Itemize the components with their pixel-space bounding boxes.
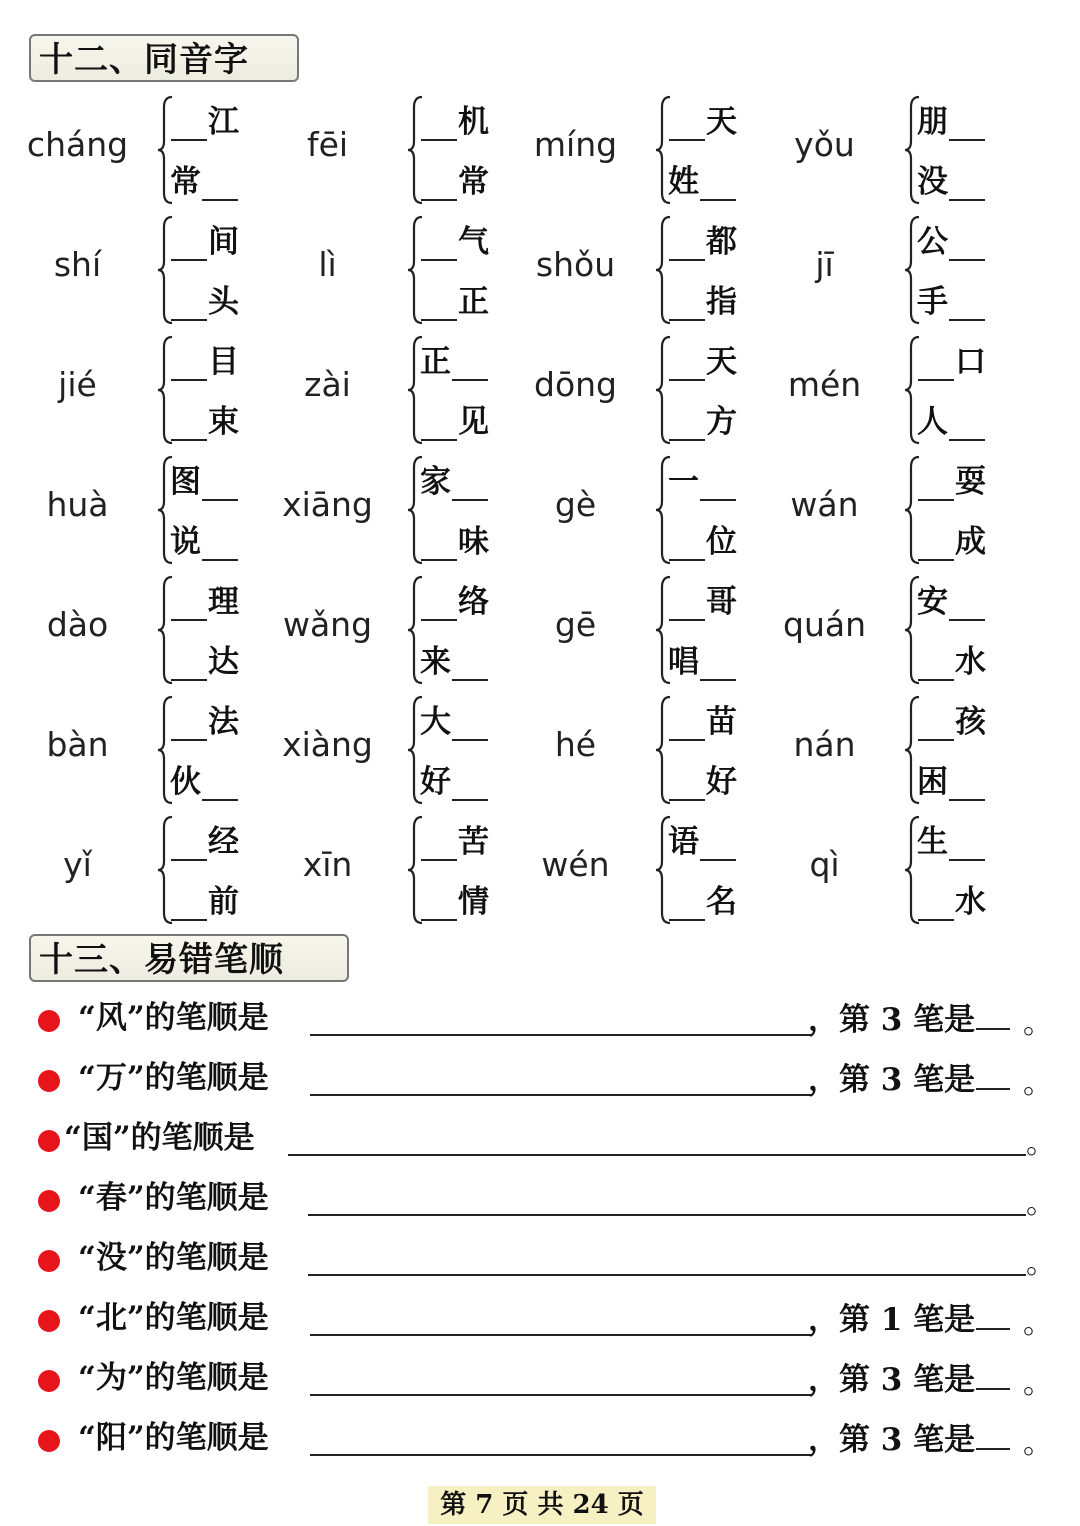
word-line: [668, 761, 737, 801]
homophone-group: [762, 575, 1012, 690]
given-char: 哥: [706, 584, 737, 620]
given-char: 手: [917, 284, 948, 320]
word-line: [170, 581, 239, 621]
given-char: 语: [668, 824, 699, 860]
pinyin-label: xīn: [302, 845, 353, 884]
homophone-group: [15, 695, 265, 810]
word-line: [917, 641, 986, 681]
answer-blank[interactable]: [949, 829, 985, 861]
question-text: “万”的笔顺是: [78, 1060, 269, 1096]
homophone-group: [15, 335, 265, 450]
given-char: 一: [668, 464, 699, 500]
stroke-order-item: [38, 1116, 1056, 1161]
homophone-group: [513, 95, 763, 210]
given-char: 束: [208, 404, 239, 440]
word-line: [170, 161, 239, 201]
homophone-group: [762, 455, 1012, 570]
homophone-group: [265, 215, 515, 330]
stroke-answer-line[interactable]: [310, 1034, 812, 1036]
question-text: “北”的笔顺是: [78, 1300, 269, 1336]
answer-blank[interactable]: [669, 409, 705, 441]
pinyin-label: quán: [783, 605, 866, 644]
homophone-group: [513, 335, 763, 450]
homophone-group: [762, 215, 1012, 330]
answer-blank[interactable]: [171, 649, 207, 681]
period-mark: 。: [1026, 1186, 1056, 1221]
section-13-title: 十三、易错笔顺: [29, 934, 349, 982]
given-char: 大: [420, 704, 451, 740]
given-char: 间: [208, 224, 239, 260]
pinyin-label: dào: [46, 605, 109, 644]
pinyin-label: fēi: [306, 125, 349, 164]
answer-blank[interactable]: [949, 109, 985, 141]
bullet-icon: [38, 1070, 60, 1092]
homophone-group: [513, 215, 763, 330]
word-line: [170, 461, 239, 501]
pinyin-label: gè: [554, 485, 597, 524]
question-text: “没”的笔顺是: [78, 1240, 269, 1276]
stroke-order-item: [38, 1176, 1056, 1221]
answer-blank[interactable]: [918, 349, 954, 381]
answer-blank[interactable]: [918, 469, 954, 501]
answer-blank[interactable]: [918, 889, 954, 921]
word-line: [420, 701, 489, 741]
given-char: 苗: [706, 704, 737, 740]
stroke-order-item: [38, 996, 1053, 1041]
given-char: 公: [917, 224, 948, 260]
word-line: [420, 461, 489, 501]
stroke-order-item: [38, 1056, 1053, 1101]
homophone-grid: [0, 95, 1080, 925]
homophone-group: [15, 215, 265, 330]
word-line: [917, 521, 986, 561]
homophone-group: [265, 815, 515, 930]
given-char: 指: [706, 284, 737, 320]
pinyin-label: qì: [809, 845, 840, 884]
period-mark: 。: [1026, 1246, 1056, 1281]
word-line: [917, 581, 986, 621]
word-line: [170, 221, 239, 261]
pinyin-label: shǒu: [535, 245, 616, 284]
given-char: 方: [706, 404, 737, 440]
answer-blank[interactable]: [949, 169, 985, 201]
word-line: [917, 701, 986, 741]
page-footer: 第 7 页 共 24 页: [428, 1486, 656, 1524]
answer-blank[interactable]: [421, 589, 457, 621]
pinyin-label: jié: [58, 365, 97, 404]
homophone-group: [15, 95, 265, 210]
pinyin-label: wán: [790, 485, 859, 524]
answer-blank[interactable]: [452, 649, 488, 681]
given-char: 位: [706, 524, 737, 560]
stroke-answer-line[interactable]: [310, 1334, 812, 1336]
third-stroke-blank[interactable]: [976, 996, 1010, 1030]
word-line: [170, 281, 239, 321]
given-char: 络: [458, 584, 489, 620]
word-line: [170, 701, 239, 741]
given-char: 好: [706, 764, 737, 800]
pinyin-label: yǒu: [794, 125, 855, 164]
word-line: [668, 581, 737, 621]
period-mark: 。: [1023, 1066, 1053, 1101]
stroke-answer-line[interactable]: [288, 1154, 1026, 1156]
word-line: [917, 221, 986, 261]
third-stroke-prompt: ，第 3 笔是: [808, 996, 1011, 1042]
word-line: [668, 821, 737, 861]
given-char: 正: [420, 344, 451, 380]
stroke-answer-line[interactable]: [308, 1274, 1026, 1276]
answer-blank[interactable]: [202, 469, 238, 501]
stroke-order-item: [38, 1356, 1053, 1401]
pinyin-label: wén: [541, 845, 610, 884]
answer-blank[interactable]: [171, 409, 207, 441]
given-char: 耍: [955, 464, 986, 500]
answer-blank[interactable]: [700, 829, 736, 861]
pinyin-label: wǎng: [282, 605, 373, 644]
given-char: 前: [208, 884, 239, 920]
pinyin-label: dōng: [534, 365, 617, 404]
word-line: [420, 881, 489, 921]
given-char: 苦: [458, 824, 489, 860]
pinyin-label: zài: [304, 365, 351, 404]
third-stroke-prompt: ，第 3 笔是: [808, 1356, 1011, 1402]
given-char: 气: [458, 224, 489, 260]
homophone-group: [513, 815, 763, 930]
answer-blank[interactable]: [700, 169, 736, 201]
stroke-answer-line[interactable]: [310, 1454, 812, 1456]
given-char: 机: [458, 104, 489, 140]
given-char: 常: [170, 164, 201, 200]
third-stroke-blank[interactable]: [976, 1416, 1010, 1450]
given-char: 正: [458, 284, 489, 320]
given-char: 孩: [955, 704, 986, 740]
pinyin-label: xiāng: [282, 485, 373, 524]
pinyin-label: xiàng: [282, 725, 373, 764]
given-char: 图: [170, 464, 201, 500]
answer-blank[interactable]: [171, 349, 207, 381]
given-char: 目: [208, 344, 239, 380]
homophone-group: [265, 335, 515, 450]
given-char: 人: [917, 404, 948, 440]
word-line: [917, 821, 986, 861]
homophone-group: [762, 95, 1012, 210]
answer-blank[interactable]: [421, 109, 457, 141]
word-line: [668, 701, 737, 741]
answer-blank[interactable]: [669, 109, 705, 141]
third-stroke-prompt: ，第 1 笔是: [808, 1296, 1011, 1342]
homophone-group: [15, 575, 265, 690]
answer-blank[interactable]: [171, 829, 207, 861]
period-mark: 。: [1023, 1006, 1053, 1041]
homophone-group: [265, 575, 515, 690]
given-char: 来: [420, 644, 451, 680]
word-line: [420, 761, 489, 801]
homophone-group: [265, 95, 515, 210]
word-line: [170, 101, 239, 141]
given-char: 理: [208, 584, 239, 620]
question-text: “风”的笔顺是: [78, 1000, 269, 1036]
given-char: 口: [955, 344, 986, 380]
answer-blank[interactable]: [452, 769, 488, 801]
pinyin-label: gē: [554, 605, 597, 644]
word-line: [668, 521, 737, 561]
given-char: 唱: [668, 644, 699, 680]
third-stroke-prompt: ，第 3 笔是: [808, 1056, 1011, 1102]
word-line: [170, 881, 239, 921]
word-line: [420, 161, 489, 201]
period-mark: 。: [1023, 1366, 1053, 1401]
bullet-icon: [38, 1010, 60, 1032]
pinyin-label: hé: [554, 725, 597, 764]
given-char: 生: [917, 824, 948, 860]
given-char: 水: [955, 644, 986, 680]
word-line: [420, 341, 489, 381]
answer-blank[interactable]: [421, 889, 457, 921]
word-line: [420, 581, 489, 621]
answer-blank[interactable]: [669, 349, 705, 381]
homophone-group: [265, 455, 515, 570]
word-line: [917, 161, 986, 201]
answer-blank[interactable]: [949, 409, 985, 441]
answer-blank[interactable]: [421, 529, 457, 561]
word-line: [420, 401, 489, 441]
word-line: [420, 101, 489, 141]
word-line: [668, 161, 737, 201]
answer-blank[interactable]: [669, 769, 705, 801]
answer-blank[interactable]: [202, 769, 238, 801]
homophone-group: [265, 695, 515, 810]
word-line: [170, 821, 239, 861]
stroke-answer-line[interactable]: [308, 1214, 1026, 1216]
bullet-icon: [38, 1370, 60, 1392]
answer-blank[interactable]: [171, 109, 207, 141]
word-line: [917, 341, 986, 381]
bullet-icon: [38, 1310, 60, 1332]
answer-blank[interactable]: [171, 589, 207, 621]
given-char: 江: [208, 104, 239, 140]
third-stroke-blank[interactable]: [976, 1356, 1010, 1390]
answer-blank[interactable]: [171, 889, 207, 921]
pinyin-label: huà: [46, 485, 109, 524]
answer-blank[interactable]: [421, 169, 457, 201]
third-stroke-prompt: ，第 3 笔是: [808, 1416, 1011, 1462]
word-line: [420, 821, 489, 861]
answer-blank[interactable]: [918, 529, 954, 561]
given-char: 安: [917, 584, 948, 620]
given-char: 天: [706, 104, 737, 140]
answer-blank[interactable]: [918, 649, 954, 681]
answer-blank[interactable]: [700, 469, 736, 501]
bullet-icon: [38, 1430, 60, 1452]
answer-blank[interactable]: [171, 289, 207, 321]
word-line: [917, 101, 986, 141]
word-line: [170, 521, 239, 561]
given-char: 姓: [668, 164, 699, 200]
given-char: 水: [955, 884, 986, 920]
answer-blank[interactable]: [421, 229, 457, 261]
third-stroke-blank[interactable]: [976, 1056, 1010, 1090]
answer-blank[interactable]: [669, 589, 705, 621]
answer-blank[interactable]: [452, 469, 488, 501]
third-stroke-blank[interactable]: [976, 1296, 1010, 1330]
bullet-icon: [38, 1130, 60, 1152]
bullet-icon: [38, 1250, 60, 1272]
answer-blank[interactable]: [452, 349, 488, 381]
pinyin-label: lì: [318, 245, 337, 284]
word-line: [917, 461, 986, 501]
section-12-title: 十二、同音字: [29, 34, 299, 82]
word-line: [668, 881, 737, 921]
word-line: [170, 761, 239, 801]
word-line: [420, 221, 489, 261]
pinyin-label: jī: [815, 245, 834, 284]
given-char: 天: [706, 344, 737, 380]
answer-blank[interactable]: [949, 769, 985, 801]
word-line: [170, 401, 239, 441]
word-line: [668, 641, 737, 681]
word-line: [668, 341, 737, 381]
pinyin-label: nán: [793, 725, 856, 764]
word-line: [420, 281, 489, 321]
period-mark: 。: [1023, 1426, 1053, 1461]
word-line: [668, 281, 737, 321]
word-line: [170, 641, 239, 681]
given-char: 朋: [917, 104, 948, 140]
given-char: 伙: [170, 764, 201, 800]
given-char: 见: [458, 404, 489, 440]
word-line: [668, 401, 737, 441]
answer-blank[interactable]: [669, 529, 705, 561]
answer-blank[interactable]: [452, 709, 488, 741]
answer-blank[interactable]: [171, 709, 207, 741]
given-char: 都: [706, 224, 737, 260]
given-char: 成: [955, 524, 986, 560]
given-char: 经: [208, 824, 239, 860]
word-line: [917, 761, 986, 801]
stroke-answer-line[interactable]: [310, 1094, 812, 1096]
given-char: 困: [917, 764, 948, 800]
period-mark: 。: [1026, 1126, 1056, 1161]
stroke-order-item: [38, 1416, 1053, 1461]
bullet-icon: [38, 1190, 60, 1212]
answer-blank[interactable]: [202, 529, 238, 561]
given-char: 说: [170, 524, 201, 560]
answer-blank[interactable]: [669, 229, 705, 261]
answer-blank[interactable]: [669, 889, 705, 921]
homophone-group: [15, 455, 265, 570]
answer-blank[interactable]: [202, 169, 238, 201]
question-text: “为”的笔顺是: [78, 1360, 269, 1396]
homophone-group: [762, 695, 1012, 810]
word-line: [917, 281, 986, 321]
homophone-group: [762, 335, 1012, 450]
homophone-group: [513, 575, 763, 690]
answer-blank[interactable]: [949, 289, 985, 321]
pinyin-label: míng: [533, 125, 618, 164]
given-char: 味: [458, 524, 489, 560]
answer-blank[interactable]: [669, 709, 705, 741]
word-line: [668, 461, 737, 501]
pinyin-label: yǐ: [63, 845, 92, 884]
question-text: “阳”的笔顺是: [78, 1420, 269, 1456]
answer-blank[interactable]: [421, 829, 457, 861]
pinyin-label: cháng: [26, 125, 129, 164]
question-text: “春”的笔顺是: [78, 1180, 269, 1216]
given-char: 法: [208, 704, 239, 740]
given-char: 常: [458, 164, 489, 200]
given-char: 头: [208, 284, 239, 320]
word-line: [420, 521, 489, 561]
homophone-group: [15, 815, 265, 930]
answer-blank[interactable]: [949, 229, 985, 261]
answer-blank[interactable]: [949, 589, 985, 621]
answer-blank[interactable]: [918, 709, 954, 741]
stroke-order-item: [38, 1296, 1053, 1341]
given-char: 情: [458, 884, 489, 920]
given-char: 好: [420, 764, 451, 800]
answer-blank[interactable]: [421, 409, 457, 441]
pinyin-label: shí: [53, 245, 102, 284]
word-line: [170, 341, 239, 381]
homophone-group: [513, 455, 763, 570]
word-line: [917, 881, 986, 921]
pinyin-label: mén: [787, 365, 862, 404]
given-char: 名: [706, 884, 737, 920]
word-line: [668, 221, 737, 261]
stroke-answer-line[interactable]: [310, 1394, 812, 1396]
stroke-order-item: [38, 1236, 1056, 1281]
answer-blank[interactable]: [171, 229, 207, 261]
word-line: [917, 401, 986, 441]
period-mark: 。: [1023, 1306, 1053, 1341]
given-char: 家: [420, 464, 451, 500]
homophone-group: [762, 815, 1012, 930]
question-text: “国”的笔顺是: [64, 1120, 255, 1156]
answer-blank[interactable]: [669, 289, 705, 321]
answer-blank[interactable]: [700, 649, 736, 681]
answer-blank[interactable]: [421, 289, 457, 321]
homophone-group: [513, 695, 763, 810]
word-line: [420, 641, 489, 681]
pinyin-label: bàn: [46, 725, 109, 764]
given-char: 没: [917, 164, 948, 200]
word-line: [668, 101, 737, 141]
given-char: 达: [208, 644, 239, 680]
